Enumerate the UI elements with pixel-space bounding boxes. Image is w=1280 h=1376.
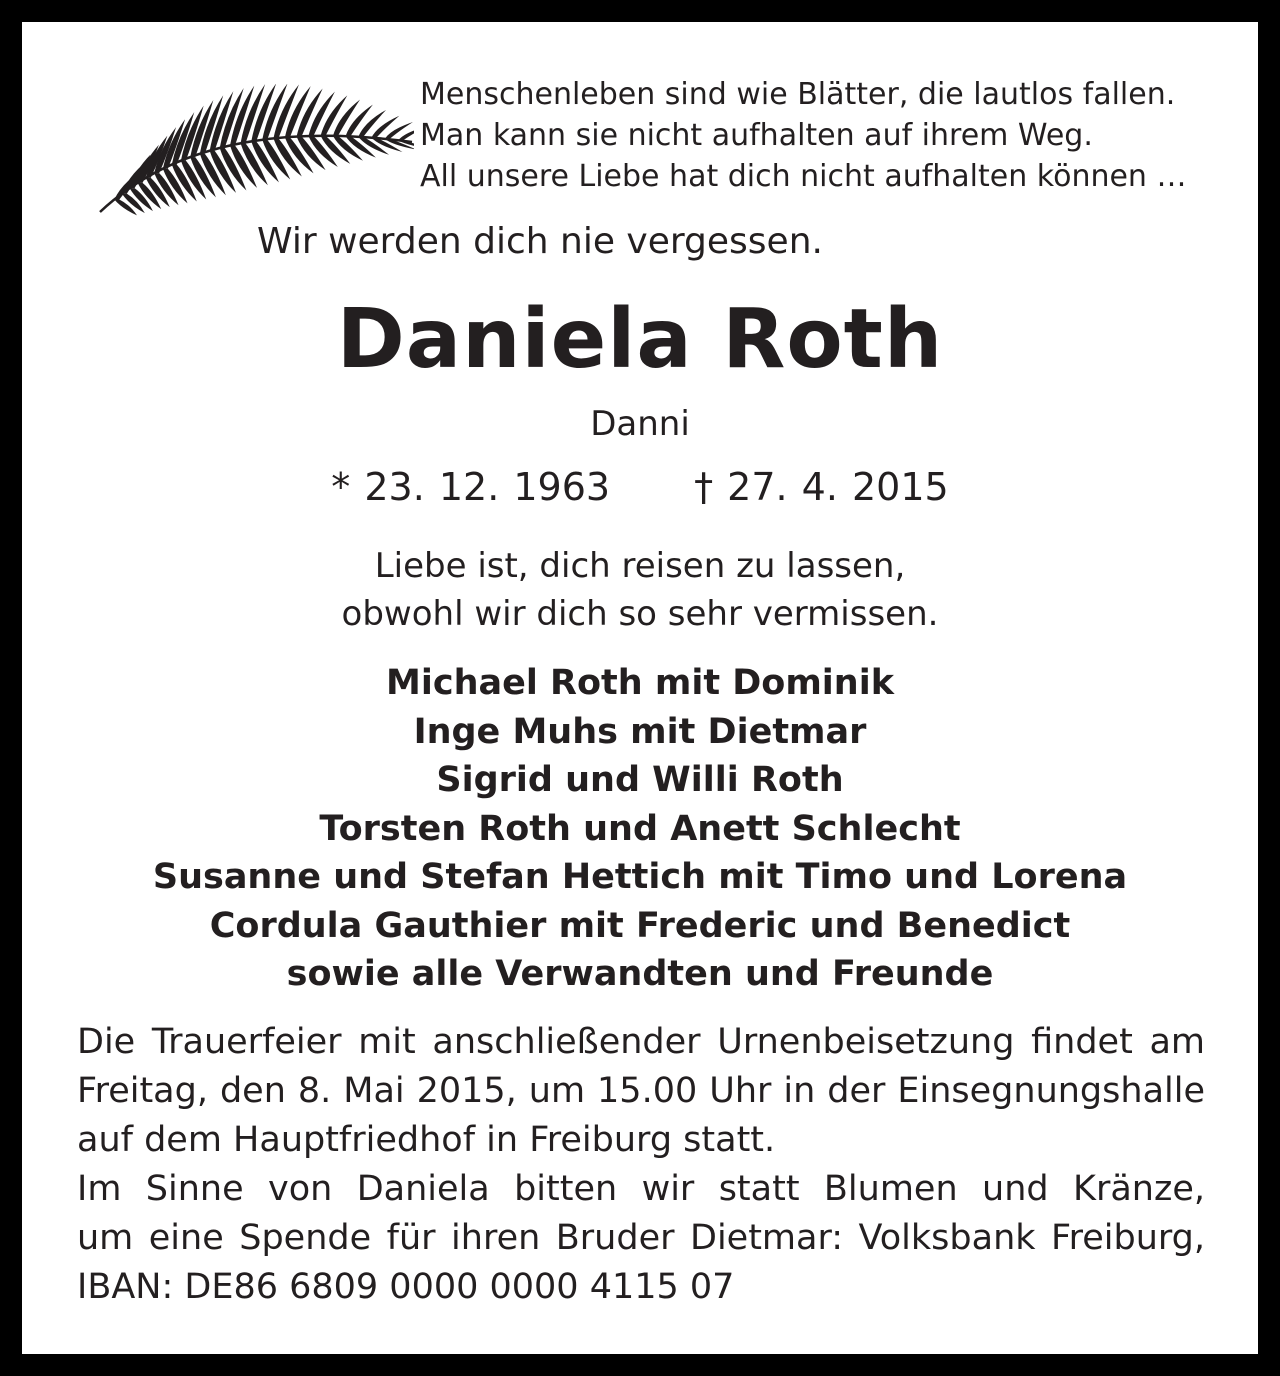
- birth-date: * 23. 12. 1963: [331, 465, 611, 509]
- obituary-card: [22, 22, 1258, 1354]
- nickname: Danni: [590, 404, 690, 444]
- deceased-name: Daniela Roth: [336, 292, 944, 387]
- mourner-line: Susanne und Stefan Hettich mit Timo und Lorena: [152, 857, 1128, 897]
- verse-line: Menschenleben sind wie Blätter, die lautlos fallen.: [420, 77, 1176, 112]
- notice-line: auf dem Hauptfriedhof in Freiburg statt.: [77, 1120, 776, 1160]
- notice-line: um eine Spende für ihren Bruder Dietmar: Volksbank Freiburg,: [77, 1218, 1205, 1258]
- verse-line: Man kann sie nicht aufhalten auf ihrem Weg.: [420, 118, 1093, 153]
- notice-line: Die Trauerfeier mit anschließender Urnenbeisetzung findet am: [77, 1022, 1205, 1062]
- mourner-line: Torsten Roth und Anett Schlecht: [319, 808, 961, 849]
- funeral-notice: [77, 1018, 1205, 1312]
- opening-verse: [420, 74, 1186, 197]
- mourners-list: [22, 659, 1258, 999]
- death-date: † 27. 4. 2015: [694, 465, 949, 509]
- mourner-line: Inge Muhs mit Dietmar: [413, 711, 867, 752]
- love-verse-line: Liebe ist, dich reisen zu lassen,: [374, 546, 906, 586]
- palm-leaf-icon: [94, 84, 414, 219]
- notice-line: Freitag, den 8. Mai 2015, um 15.00 Uhr in der Einsegnungshalle: [77, 1071, 1205, 1111]
- mourner-line: Cordula Gauthier mit Frederic und Benedict: [209, 905, 1071, 946]
- love-verse-line: obwohl wir dich so sehr vermissen.: [341, 594, 939, 634]
- love-verse: [22, 542, 1258, 638]
- life-dates: [22, 462, 1258, 512]
- verse-line: All unsere Liebe hat dich nicht aufhalten können …: [420, 159, 1187, 194]
- notice-line: IBAN: DE86 6809 0000 0000 4115 07: [77, 1267, 735, 1307]
- mourner-line: Sigrid und Willi Roth: [436, 760, 844, 800]
- never-forget-line: Wir werden dich nie vergessen.: [257, 221, 823, 262]
- notice-line: Im Sinne von Daniela bitten wir statt Blumen und Kränze,: [77, 1169, 1205, 1209]
- mourner-line: sowie alle Verwandten und Freunde: [286, 954, 994, 994]
- mourner-line: Michael Roth mit Dominik: [386, 663, 894, 703]
